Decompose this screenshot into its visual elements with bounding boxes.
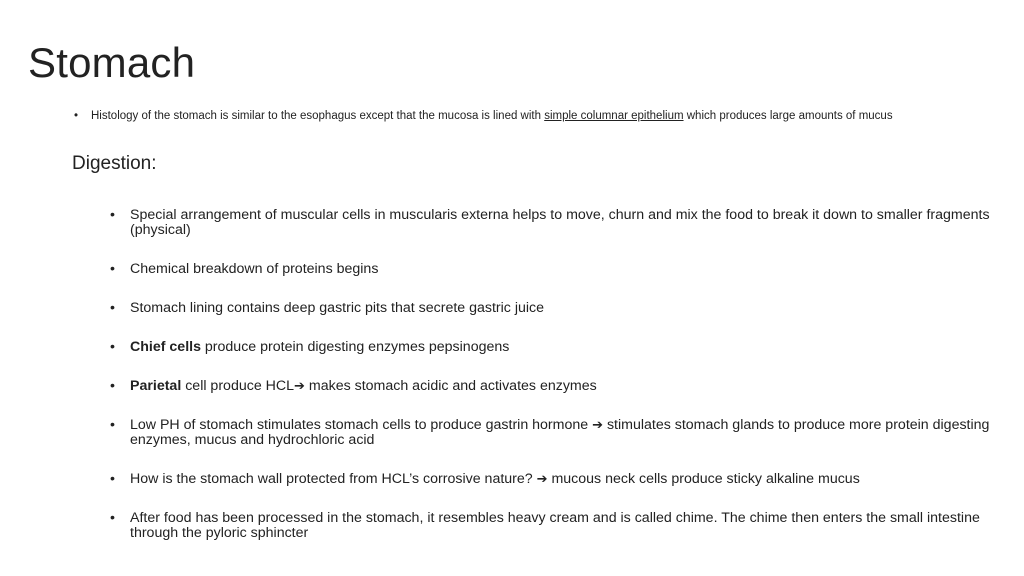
- bullet-marker: •: [110, 300, 115, 316]
- list-item-text: How is the stomach wall protected from HCL’s corrosive nature?: [130, 471, 537, 487]
- list-item: [110, 511, 1020, 541]
- intro-text-after: which produces large amounts of mucus: [683, 110, 893, 122]
- bullet-marker: •: [74, 110, 79, 122]
- bullet-marker: •: [110, 471, 115, 487]
- slide-title: Stomach: [28, 39, 196, 86]
- list-item: [110, 379, 1020, 394]
- list-item-text: Chemical breakdown of proteins begins: [130, 261, 379, 277]
- list-item: [110, 472, 1020, 487]
- arrow-right-icon: ➔: [592, 418, 603, 433]
- list-item-text: Stomach lining contains deep gastric pits that secrete gastric juice: [130, 300, 545, 316]
- list-item: [110, 418, 1020, 448]
- bullet-marker: •: [110, 510, 115, 526]
- bullet-marker: •: [110, 207, 115, 223]
- bullet-marker: •: [110, 378, 115, 394]
- bullet-marker: •: [110, 417, 115, 433]
- list-item-text: Low PH of stomach stimulates stomach cells to produce gastrin hormone: [130, 417, 593, 433]
- list-item-text: produce protein digesting enzymes pepsinogens: [200, 339, 510, 355]
- intro-bullet: [74, 108, 1014, 124]
- bullet-marker: •: [110, 339, 115, 355]
- list-item-bold-term: Chief cells: [130, 339, 201, 355]
- list-item-text: After food has been processed in the stomach, it resembles heavy cream and is called chime. The chime then enters the small intestine through the pyloric sphincter: [130, 510, 980, 541]
- list-item-text-after: mucous neck cells produce sticky alkaline mucus: [547, 471, 860, 487]
- list-item-bold-term: Parietal: [130, 378, 182, 394]
- arrow-right-icon: ➔: [536, 472, 548, 487]
- list-item: [110, 262, 1020, 277]
- bullet-marker: •: [110, 261, 115, 277]
- intro-text-before: Histology of the stomach is similar to the esophagus except that the mucosa is lined with: [91, 110, 545, 122]
- list-item-text: cell produce HCL: [181, 378, 295, 394]
- list-item-text-after: makes stomach acidic and activates enzymes: [304, 378, 597, 394]
- list-item: [110, 340, 1020, 355]
- list-item: [110, 301, 1020, 316]
- arrow-right-icon: ➔: [294, 379, 305, 394]
- section-heading: Digestion:: [72, 153, 157, 174]
- list-item-text-after: stimulates stomach glands to produce more protein digesting enzymes, mucus and hydrochloric acid: [130, 417, 990, 448]
- digestion-list: [110, 208, 1020, 565]
- intro-underlined-term: simple columnar epithelium: [544, 110, 684, 122]
- list-item: [110, 208, 1020, 238]
- list-item-text: Special arrangement of muscular cells in muscularis externa helps to move, churn and mix the food to break it down to smaller fragments (physical): [130, 207, 990, 238]
